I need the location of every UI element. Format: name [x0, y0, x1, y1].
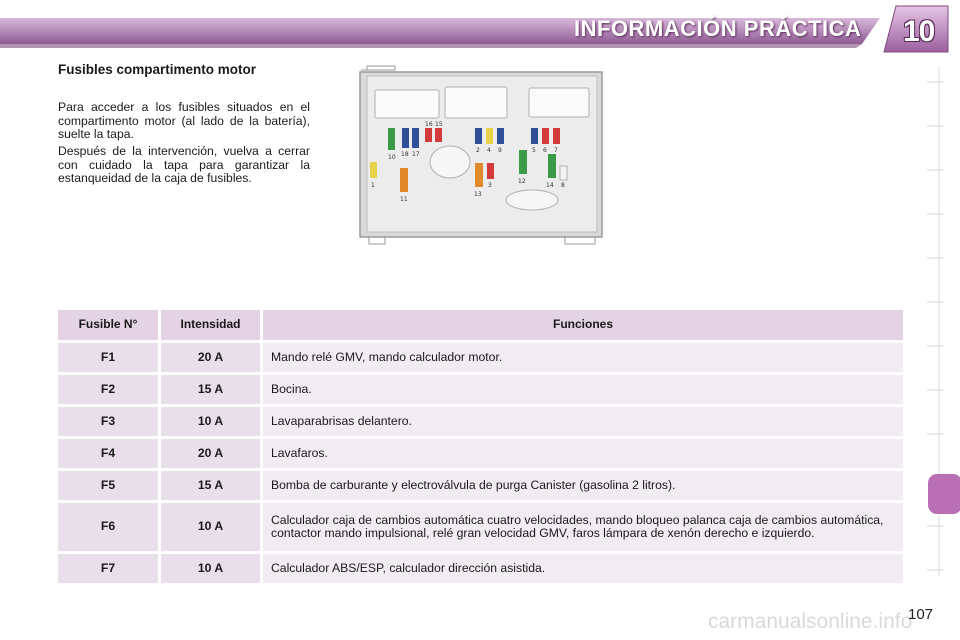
table-row: [58, 503, 903, 551]
fuse-box-diagram: [355, 62, 610, 247]
fuse-label-9: 9: [498, 147, 502, 154]
amperage-cell: 15 A: [161, 471, 260, 500]
fuse-2: [475, 128, 482, 144]
fuse-9: [497, 128, 504, 144]
amperage-cell: 10 A: [161, 554, 260, 583]
fuse-label-10: 10: [388, 154, 396, 161]
function-cell: Bocina.: [263, 375, 903, 404]
fuse-number-cell: F6: [58, 503, 158, 551]
fuse-number-cell: F5: [58, 471, 158, 500]
fuse-6: [542, 128, 549, 144]
fuse-17: [412, 128, 419, 148]
table-row: [58, 471, 903, 500]
intro-paragraph: Para acceder a los fusibles situados en el compartimento motor (al lado de la batería), suelte la tapa.: [58, 100, 310, 142]
fuse-14: [548, 154, 556, 178]
fuse-1: [370, 162, 377, 178]
column-header-fuse: Fusible N°: [58, 310, 158, 340]
function-cell: Lavafaros.: [263, 439, 903, 468]
fuse-label-16: 16: [425, 121, 433, 128]
fuse-table: [58, 310, 903, 586]
fuse-label-6: 6: [543, 147, 547, 154]
fuse-label-14: 14: [546, 182, 554, 189]
fuse-label-8: 8: [561, 182, 565, 189]
fuse-4: [486, 128, 493, 144]
fuse-18: [402, 128, 409, 148]
fuse-label-5: 5: [532, 147, 536, 154]
column-header-amperage: Intensidad: [161, 310, 260, 340]
fuse-11: [400, 168, 408, 192]
page-number: 107: [908, 606, 934, 623]
fuse-12: [519, 150, 527, 174]
side-tab-strip: [925, 66, 960, 578]
fuse-number-cell: F7: [58, 554, 158, 583]
fuse-15: [435, 128, 442, 142]
function-cell: Calculador caja de cambios automática cuatro velocidades, mando bloqueo palanca caja de cambios automática, contactor mando impulsional, relé gran velocidad GMV, faros lámpara de xenón derecho e izquierdo.: [263, 503, 903, 551]
fuse-label-7: 7: [554, 147, 558, 154]
amperage-cell: 10 A: [161, 503, 260, 551]
watermark: carmanualsonline.info: [708, 610, 913, 633]
fuse-number-cell: F2: [58, 375, 158, 404]
fuse-label-15: 15: [435, 121, 443, 128]
table-row: [58, 343, 903, 372]
table-row: [58, 375, 903, 404]
fuse-label-1: 1: [371, 182, 375, 189]
fuse-label-13: 13: [474, 191, 482, 198]
fuse-16: [425, 128, 432, 142]
active-chapter-tab[interactable]: [928, 474, 960, 514]
column-header-functions: Funciones: [263, 310, 903, 340]
fuse-number-cell: F4: [58, 439, 158, 468]
table-header-row: [58, 310, 903, 340]
fuse-number-cell: F1: [58, 343, 158, 372]
fuse-label-11: 11: [400, 196, 408, 203]
amperage-cell: 10 A: [161, 407, 260, 436]
function-cell: Calculador ABS/ESP, calculador dirección asistida.: [263, 554, 903, 583]
header-band: [0, 0, 960, 58]
chapter-number-badge: 10: [903, 15, 935, 48]
fuse-13: [475, 163, 483, 187]
intro-paragraph: Después de la intervención, vuelva a cerrar con cuidado la tapa para garantizar la estanqueidad de la caja de fusibles.: [58, 144, 310, 186]
amperage-cell: 20 A: [161, 343, 260, 372]
fuse-3: [487, 163, 494, 179]
page-section-title: INFORMACIÓN PRÁCTICA: [574, 16, 862, 41]
function-cell: Bomba de carburante y electroválvula de purga Canister (gasolina 2 litros).: [263, 471, 903, 500]
fuse-label-2: 2: [476, 147, 480, 154]
section-heading: Fusibles compartimento motor: [58, 62, 257, 77]
fuse-label-17: 17: [412, 151, 420, 158]
fuse-8: [560, 166, 567, 180]
table-row: [58, 554, 903, 583]
fuse-label-12: 12: [518, 178, 526, 185]
fuse-7: [553, 128, 560, 144]
function-cell: Lavaparabrisas delantero.: [263, 407, 903, 436]
fuse-label-4: 4: [487, 147, 491, 154]
amperage-cell: 15 A: [161, 375, 260, 404]
table-row: [58, 439, 903, 468]
fuse-box-illustration: [355, 62, 610, 247]
side-tab-graphic: [925, 66, 960, 578]
fuse-5: [531, 128, 538, 144]
fuse-label-18: 18: [401, 151, 409, 158]
fuse-label-3: 3: [488, 182, 492, 189]
amperage-cell: 20 A: [161, 439, 260, 468]
function-cell: Mando relé GMV, mando calculador motor.: [263, 343, 903, 372]
table-row: [58, 407, 903, 436]
fuse-10: [388, 128, 395, 150]
fuse-number-cell: F3: [58, 407, 158, 436]
